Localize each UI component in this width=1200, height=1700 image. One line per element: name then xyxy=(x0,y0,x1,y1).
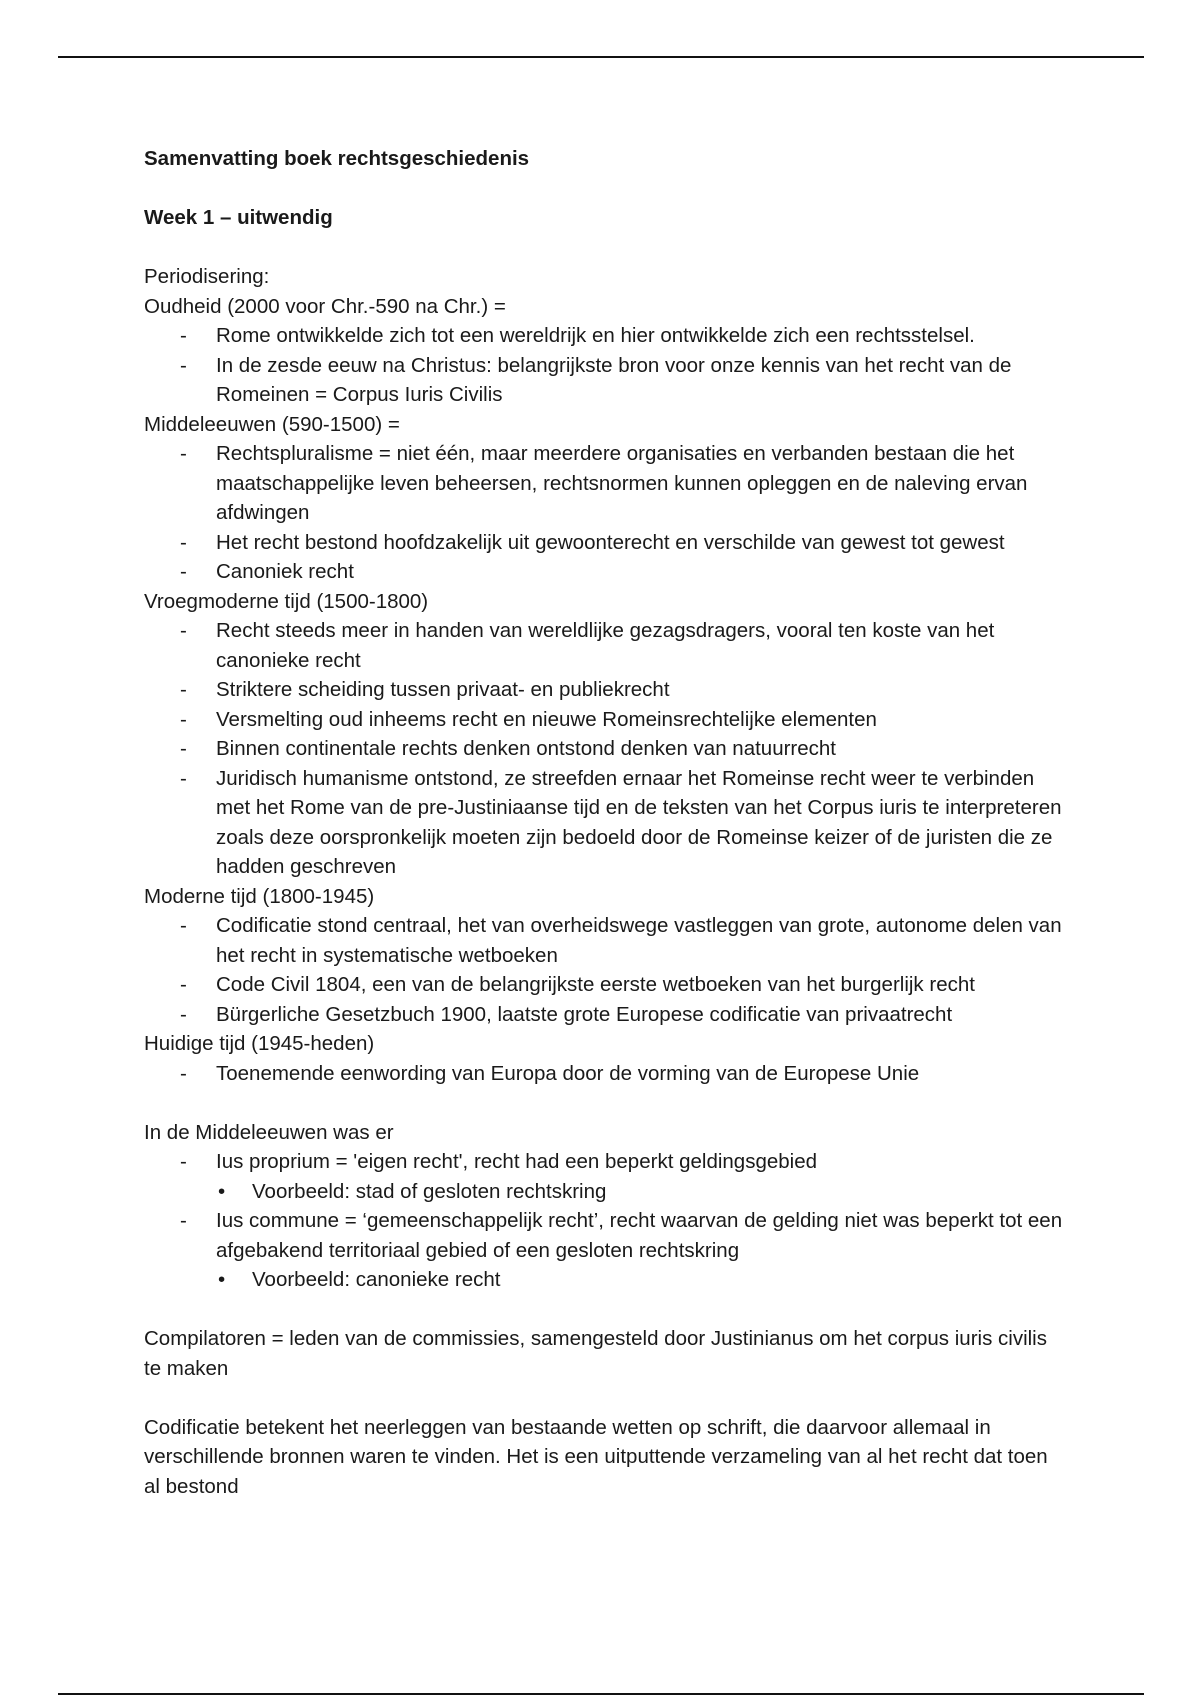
spacer xyxy=(144,1383,1064,1413)
list-item: - In de zesde eeuw na Christus: belangrijkste bron voor onze kennis van het recht van de Romeinen = Corpus Iuris Civilis xyxy=(144,351,1064,410)
period-heading: Oudheid (2000 voor Chr.-590 na Chr.) = xyxy=(144,294,506,318)
ius-proprium: - Ius proprium = 'eigen recht', recht had een beperkt geldingsgebied xyxy=(144,1147,1064,1177)
spacer xyxy=(144,174,1064,204)
codificatie-paragraph: Codificatie betekent het neerleggen van bestaande wetten op schrift, die daarvoor allemaal in verschillende bronnen waren te vinden. Het is een uitputtende verzameling van al het recht dat toen al bestond xyxy=(144,1415,1048,1498)
period-heading: Huidige tijd (1945-heden) xyxy=(144,1032,375,1055)
list-item: - Codificatie stond centraal, het van overheidswege vastleggen van grote, autonome delen van het recht in systematische wetboeken xyxy=(144,911,1064,970)
list-item: - Canoniek recht xyxy=(144,557,1064,587)
ius-list xyxy=(144,1147,1064,1295)
spacer xyxy=(144,1295,1064,1325)
document-title: Samenvatting boek rechtsgeschiedenis xyxy=(144,147,530,170)
period-vroegmoderne-tijd xyxy=(144,587,1064,882)
list-item: - Juridisch humanisme ontstond, ze streefden ernaar het Romeinse recht weer te verbinden met het Rome van de pre-Justiniaanse tijd en de teksten van het Corpus iuris te interpreteren zoals deze oorspronkelijk moeten zijn bedoeld door de Romeinse keizer of de juristen die ze hadden geschreven xyxy=(144,764,1064,882)
list-item: - Recht steeds meer in handen van wereldlijke gezagsdragers, vooral ten koste van het canonieke recht xyxy=(144,616,1064,675)
periodisering-label: Periodisering: xyxy=(144,265,270,288)
list-item: - Het recht bestond hoofdzakelijk uit gewoonterecht en verschilde van gewest tot gewest xyxy=(144,528,1064,558)
period-moderne-tijd xyxy=(144,882,1064,1030)
list-item: - Versmelting oud inheems recht en nieuwe Romeinsrechtelijke elementen xyxy=(144,705,1064,735)
period-huidige-tijd xyxy=(144,1029,1064,1088)
period-oudheid xyxy=(144,292,1064,410)
list-item: - Rechtspluralisme = niet één, maar meerdere organisaties en verbanden bestaan die het maatschappelijke leven beheersen, rechtsnormen kunnen opleggen en de naleving ervan afdwingen xyxy=(144,439,1064,528)
period-list xyxy=(144,616,1064,882)
list-item: - Binnen continentale rechts denken ontstond denken van natuurrecht xyxy=(144,734,1064,764)
period-list xyxy=(144,321,1064,410)
list-item: - Striktere scheiding tussen privaat- en publiekrecht xyxy=(144,675,1064,705)
document-body xyxy=(144,144,1064,1501)
period-heading: Vroegmoderne tijd (1500-1800) xyxy=(144,589,429,613)
period-middeleeuwen xyxy=(144,410,1064,587)
list-item: - Code Civil 1804, een van de belangrijkste eerste wetboeken van het burgerlijk recht xyxy=(144,970,1064,1000)
list-item: - Toenemende eenwording van Europa door de vorming van de Europese Unie xyxy=(144,1059,1064,1089)
ius-commune-example: • Voorbeeld: canonieke recht xyxy=(144,1265,1064,1295)
list-item: - Bürgerliche Gesetzbuch 1900, laatste grote Europese codificatie van privaatrecht xyxy=(144,1000,1064,1030)
week-heading: Week 1 – uitwendig xyxy=(144,206,333,229)
header-rule xyxy=(58,56,1144,58)
list-item: - Rome ontwikkelde zich tot een wereldrijk en hier ontwikkelde zich een rechtsstelsel. xyxy=(144,321,1064,351)
spacer xyxy=(144,233,1064,263)
compilatoren-paragraph: Compilatoren = leden van de commissies, samengesteld door Justinianus om het corpus iuris civilis te maken xyxy=(144,1327,1047,1380)
middeleeuwen-intro: In de Middeleeuwen was er xyxy=(144,1120,394,1144)
period-list xyxy=(144,1059,1064,1089)
period-list xyxy=(144,911,1064,1029)
spacer xyxy=(144,1088,1064,1118)
footer-rule xyxy=(58,1693,1144,1695)
period-heading: Middeleeuwen (590-1500) = xyxy=(144,412,400,436)
ius-proprium-example: • Voorbeeld: stad of gesloten rechtskring xyxy=(144,1177,1064,1207)
ius-commune: - Ius commune = ‘gemeenschappelijk recht’, recht waarvan de gelding niet was beperkt tot een afgebakend territoriaal gebied of een gesloten rechtskring xyxy=(144,1206,1064,1265)
period-heading: Moderne tijd (1800-1945) xyxy=(144,884,375,908)
period-list xyxy=(144,439,1064,587)
